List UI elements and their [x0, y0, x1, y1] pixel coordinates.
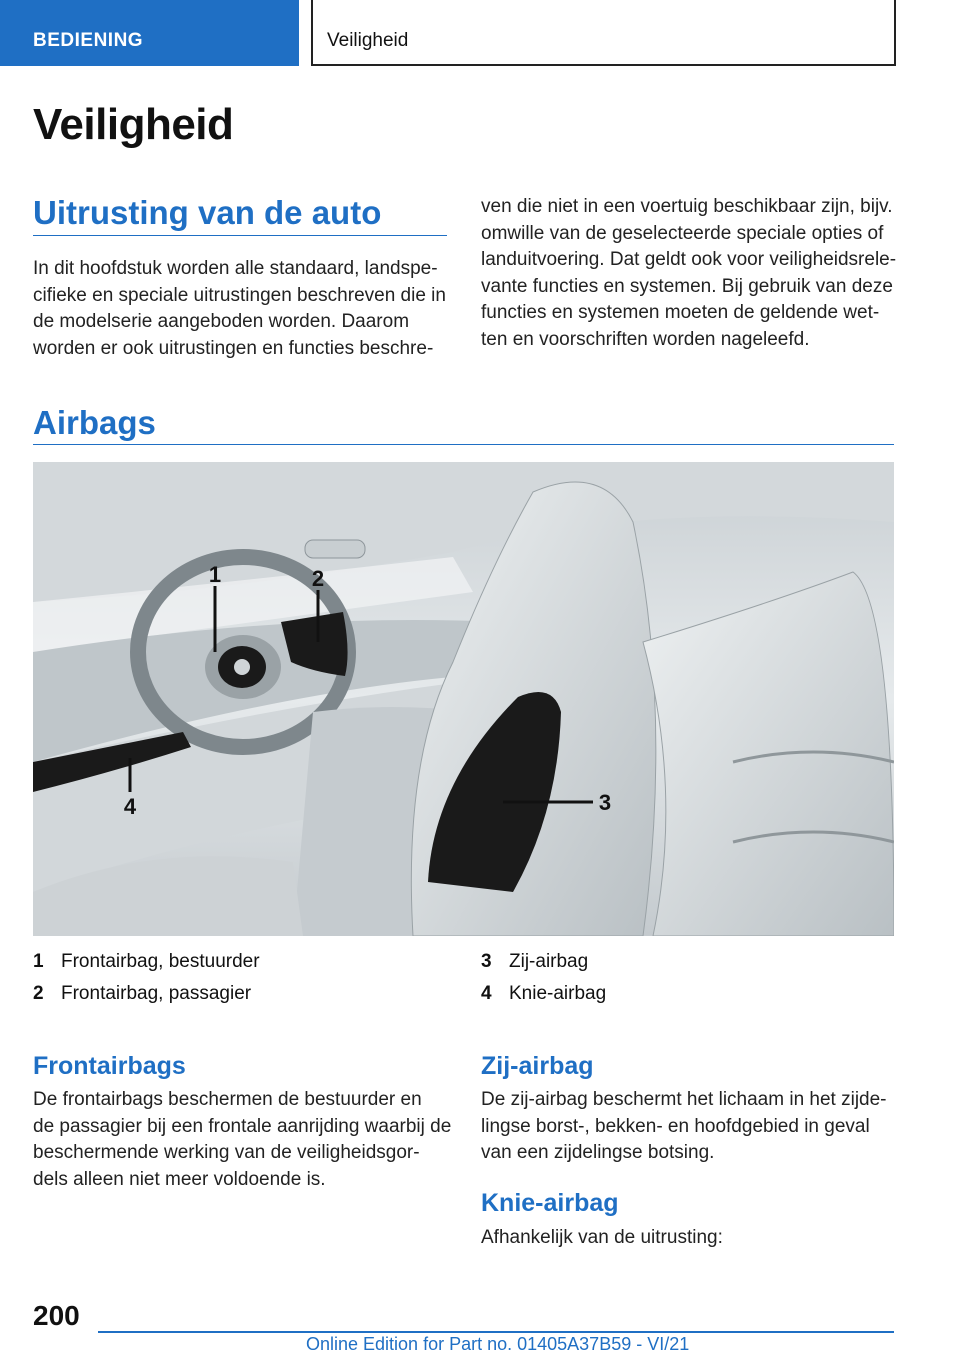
knieairbag-text — [481, 1225, 901, 1252]
callout-1: 1 — [208, 562, 222, 587]
equipment-text-right — [481, 194, 901, 353]
text-line: ten en voorschriften worden nageleefd. — [481, 328, 810, 350]
legend-num: 4 — [481, 983, 492, 1004]
text-line: De zij-airbag beschermt het lichaam in het zijde- — [481, 1089, 887, 1110]
text-line: ven die niet in een voertuig beschikbaar zijn, bijv. — [481, 196, 893, 217]
text-line: van een zijdelingse botsing. — [481, 1142, 715, 1163]
callout-4: 4 — [123, 794, 137, 819]
legend-num: 2 — [33, 983, 44, 1004]
legend-label: Frontairbag, passagier — [61, 983, 252, 1004]
legend-label: Frontairbag, bestuurder — [61, 951, 260, 972]
knieairbag-heading: Knie-airbag — [481, 1189, 619, 1217]
equipment-heading-rule — [33, 235, 447, 236]
page-number: 200 — [33, 1300, 80, 1331]
text-line: worden er ook uitrustingen en functies beschre- — [33, 337, 434, 359]
page-title: Veiligheid — [33, 100, 234, 149]
airbags-heading: Airbags — [33, 404, 156, 441]
callout-2: 2 — [311, 566, 325, 591]
equipment-text-left — [33, 256, 453, 362]
text-line: lingse borst-, bekken- en hoofdgebied in geval — [481, 1115, 870, 1137]
text-line: landuitvoering. Dat geldt ook voor veiligheidsrele- — [481, 249, 897, 270]
text-line: De frontairbags beschermen de bestuurder en — [33, 1089, 422, 1110]
legend-num: 1 — [33, 951, 44, 972]
zijairbag-heading: Zij-airbag — [481, 1052, 594, 1080]
legend-item — [481, 946, 606, 978]
zijairbag-text — [481, 1087, 901, 1167]
edition-link[interactable]: Online Edition for Part no. 01405A37B59 - VI/21 — [306, 1334, 690, 1354]
text-line: beschermende werking van de veiligheidsgor- — [33, 1142, 420, 1163]
legend-left — [33, 946, 260, 1010]
text-line: dels alleen niet meer voldoende is. — [33, 1168, 326, 1190]
text-line: cifieke en speciale uitrustingen beschreven die in — [33, 284, 446, 306]
legend-item — [33, 946, 260, 978]
legend-label: Knie-airbag — [509, 983, 607, 1004]
frontairbags-text — [33, 1087, 458, 1193]
frontairbags-heading: Frontairbags — [33, 1052, 186, 1080]
text-line: Afhankelijk van de uitrusting: — [481, 1227, 723, 1248]
text-line: functies en systemen moeten de geldende wet- — [481, 302, 880, 323]
callout-3: 3 — [598, 790, 612, 815]
legend-right — [481, 946, 606, 1010]
footer-rule — [98, 1331, 894, 1333]
legend-num: 3 — [481, 951, 492, 972]
section-tab[interactable]: BEDIENING — [0, 0, 299, 66]
equipment-heading: Uitrusting van de auto — [33, 194, 382, 231]
airbag-illustration — [33, 462, 894, 936]
chapter-tab[interactable]: Veiligheid — [311, 0, 896, 66]
legend-item — [33, 978, 260, 1010]
text-line: In dit hoofdstuk worden alle standaard, landspe- — [33, 258, 438, 279]
text-line: de passagier bij een frontale aanrijding waarbij de — [33, 1115, 452, 1137]
airbags-heading-rule — [33, 444, 894, 445]
legend-label: Zij-airbag — [509, 951, 589, 972]
text-line: vante functies en systemen. Bij gebruik van deze — [481, 275, 893, 297]
legend-item — [481, 978, 606, 1010]
text-line: de modelserie aangeboden worden. Daarom — [33, 311, 410, 332]
text-line: omwille van de geselecteerde speciale opties of — [481, 222, 884, 244]
